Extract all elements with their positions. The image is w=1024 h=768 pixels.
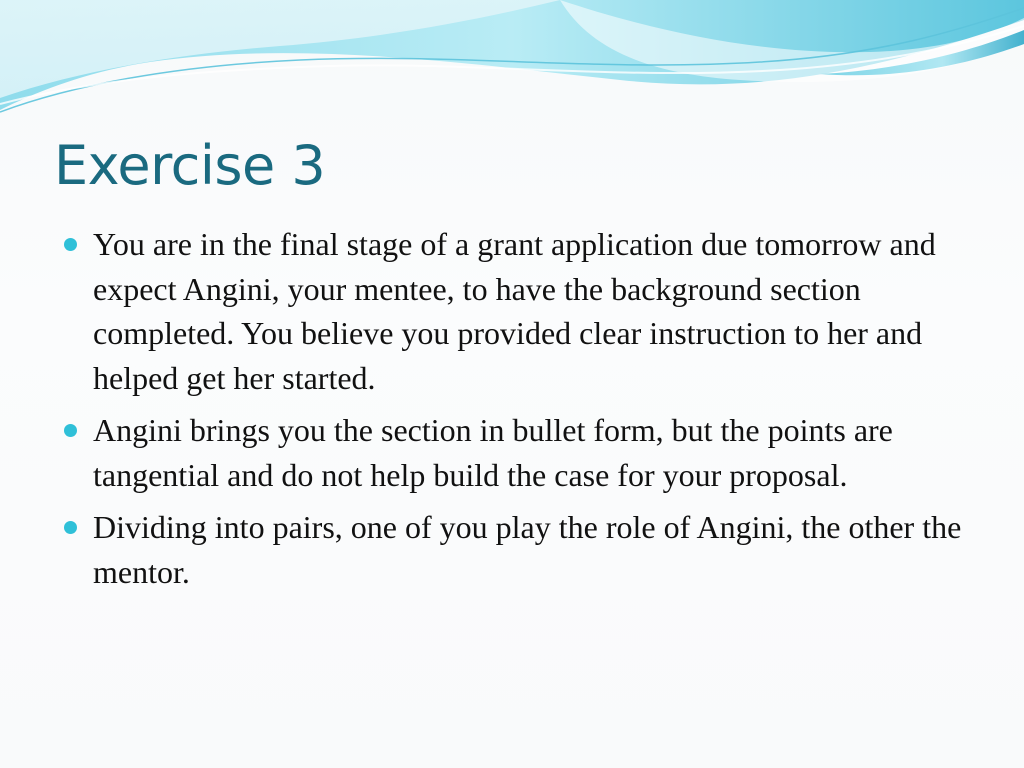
bullet-icon: [64, 238, 77, 251]
slide-title: Exercise 3: [54, 134, 326, 197]
bullet-text: Angini brings you the section in bullet form, but the points are tangential and do not help build the case for your proposal.: [93, 412, 893, 493]
header-wave-decoration: [0, 0, 1024, 140]
bullet-text: You are in the final stage of a grant application due tomorrow and expect Angini, your mentee, to have the background section completed. You believe you provided clear instruction to her and helped get her started.: [93, 226, 936, 396]
bullet-list: [64, 222, 964, 602]
bullet-item: [64, 408, 964, 497]
bullet-icon: [64, 424, 77, 437]
bullet-icon: [64, 521, 77, 534]
bullet-text: Dividing into pairs, one of you play the role of Angini, the other the mentor.: [93, 509, 962, 590]
bullet-item: [64, 222, 964, 400]
bullet-item: [64, 505, 964, 594]
